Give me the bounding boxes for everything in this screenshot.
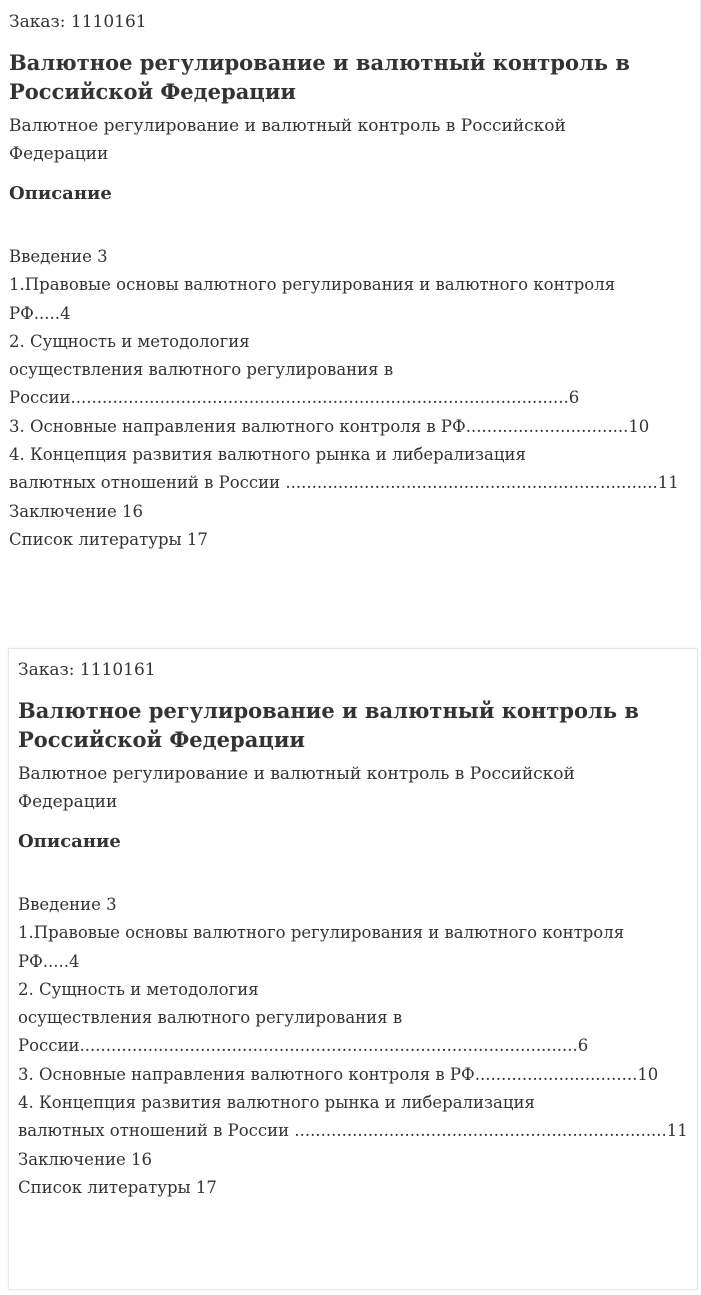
toc-line: 1.Правовые основы валютного регулирования и валютного контроля	[18, 923, 625, 943]
toc-line: РФ.....4	[18, 951, 80, 971]
toc-line: Заключение 16	[9, 501, 143, 521]
description-heading: Описание	[18, 831, 121, 852]
toc-line: России...............................................................................................6	[18, 1036, 589, 1056]
toc-line: валютных отношений в России .......................................................................11	[18, 1121, 688, 1141]
toc-line: Список литературы 17	[9, 529, 208, 549]
work-title: Валютное регулирование и валютный контроль в Российской Федерации	[9, 50, 630, 104]
table-of-contents	[18, 891, 697, 1202]
toc-line: 3. Основные направления валютного контроля в РФ...............................10	[18, 1064, 659, 1084]
toc-line: осуществления валютного регулирования в	[18, 1008, 403, 1028]
order-number: Заказ: 1110161	[9, 12, 147, 32]
work-title: Валютное регулирование и валютный контроль в Российской Федерации	[18, 698, 639, 752]
order-number: Заказ: 1110161	[18, 660, 156, 680]
order-card-top	[0, 0, 701, 600]
table-of-contents	[9, 243, 700, 554]
toc-line: 4. Концепция развития валютного рынка и либерализация	[18, 1093, 535, 1113]
toc-line: Заключение 16	[18, 1149, 152, 1169]
toc-line: Введение 3	[9, 247, 108, 266]
description-heading: Описание	[9, 183, 112, 204]
toc-line: осуществления валютного регулирования в	[9, 360, 394, 380]
toc-line: 4. Концепция развития валютного рынка и либерализация	[9, 445, 526, 465]
toc-line: РФ.....4	[9, 303, 71, 323]
toc-line: 3. Основные направления валютного контроля в РФ...............................10	[9, 416, 650, 436]
order-card-bottom	[8, 648, 698, 1290]
work-subtitle: Валютное регулирование и валютный контроль в Российской Федерации	[18, 764, 575, 812]
toc-line: Введение 3	[18, 895, 117, 914]
toc-line: Список литературы 17	[18, 1177, 217, 1197]
toc-line: 1.Правовые основы валютного регулирования и валютного контроля	[9, 275, 616, 295]
toc-line: 2. Сущность и методология	[9, 331, 250, 351]
toc-line: 2. Сущность и методология	[18, 979, 259, 999]
toc-line: России...............................................................................................6	[9, 388, 580, 408]
work-subtitle: Валютное регулирование и валютный контроль в Российской Федерации	[9, 116, 566, 164]
toc-line: валютных отношений в России .......................................................................11	[9, 473, 679, 493]
